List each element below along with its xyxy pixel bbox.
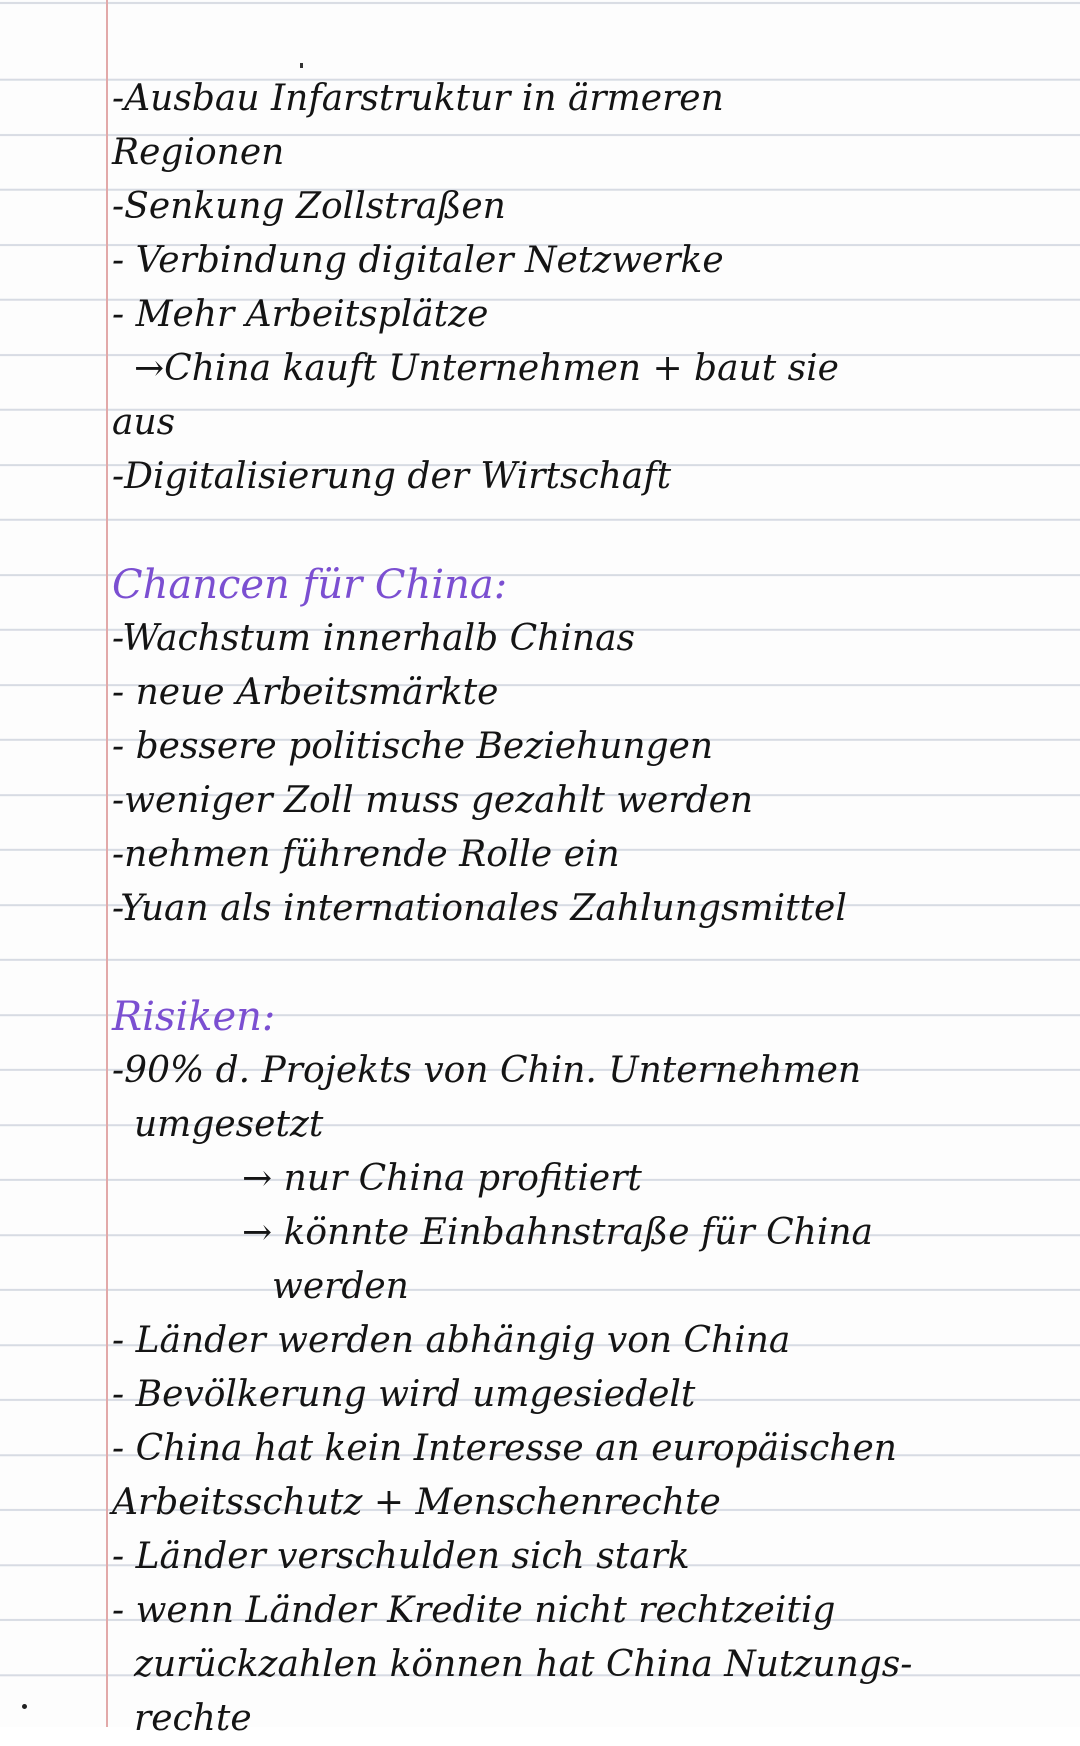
note-line: -90% d. Projekts von Chin. Unternehmen (112, 1050, 862, 1091)
note-line: - bessere politische Beziehungen (112, 726, 714, 767)
spacer (112, 504, 1062, 558)
note-line: -Senkung Zollstraßen (112, 186, 506, 227)
note-line: umgesetzt (134, 1104, 324, 1145)
note-line: - Verbindung digitaler Netzwerke (112, 240, 724, 281)
note-line: -Digitalisierung der Wirtschaft (112, 456, 672, 497)
note-line: zurückzahlen können hat China Nutzungs- (134, 1644, 913, 1685)
note-line: - Länder werden abhängig von China (112, 1320, 791, 1361)
spacer (112, 936, 1062, 990)
note-line: - neue Arbeitsmärkte (112, 672, 499, 713)
note-line: -Ausbau Infarstruktur in ärmeren (112, 78, 724, 119)
note-line: -weniger Zoll muss gezahlt werden (112, 780, 754, 821)
note-line: Regionen (112, 132, 285, 173)
note-line: →China kauft Unternehmen + baut sie (134, 348, 839, 389)
risiken-heading: Risiken: (112, 994, 276, 1040)
note-line: aus (112, 402, 176, 443)
note-line: -nehmen führende Rolle ein (112, 834, 620, 875)
handwritten-notes (112, 72, 1062, 1746)
ink-mark (300, 63, 303, 68)
note-line: Arbeitsschutz + Menschenrechte (112, 1482, 721, 1523)
note-line: - China hat kein Interesse an europäischen (112, 1428, 897, 1469)
note-line: - Bevölkerung wird umgesiedelt (112, 1374, 696, 1415)
chancen-heading: Chancen für China: (112, 562, 508, 608)
note-line: → könnte Einbahnstraße für China (242, 1212, 874, 1253)
note-line: -Yuan als internationales Zahlungsmittel (112, 888, 847, 929)
note-line: - Länder verschulden sich stark (112, 1536, 690, 1577)
note-line: → nur China profitiert (242, 1158, 642, 1199)
note-line: - Mehr Arbeitsplätze (112, 294, 489, 335)
note-line: rechte (134, 1698, 252, 1739)
note-line: werden (272, 1266, 409, 1307)
ink-dot (22, 1704, 27, 1709)
note-line: -Wachstum innerhalb Chinas (112, 618, 636, 659)
margin-line (106, 0, 108, 1727)
note-line: - wenn Länder Kredite nicht rechtzeitig (112, 1590, 836, 1631)
